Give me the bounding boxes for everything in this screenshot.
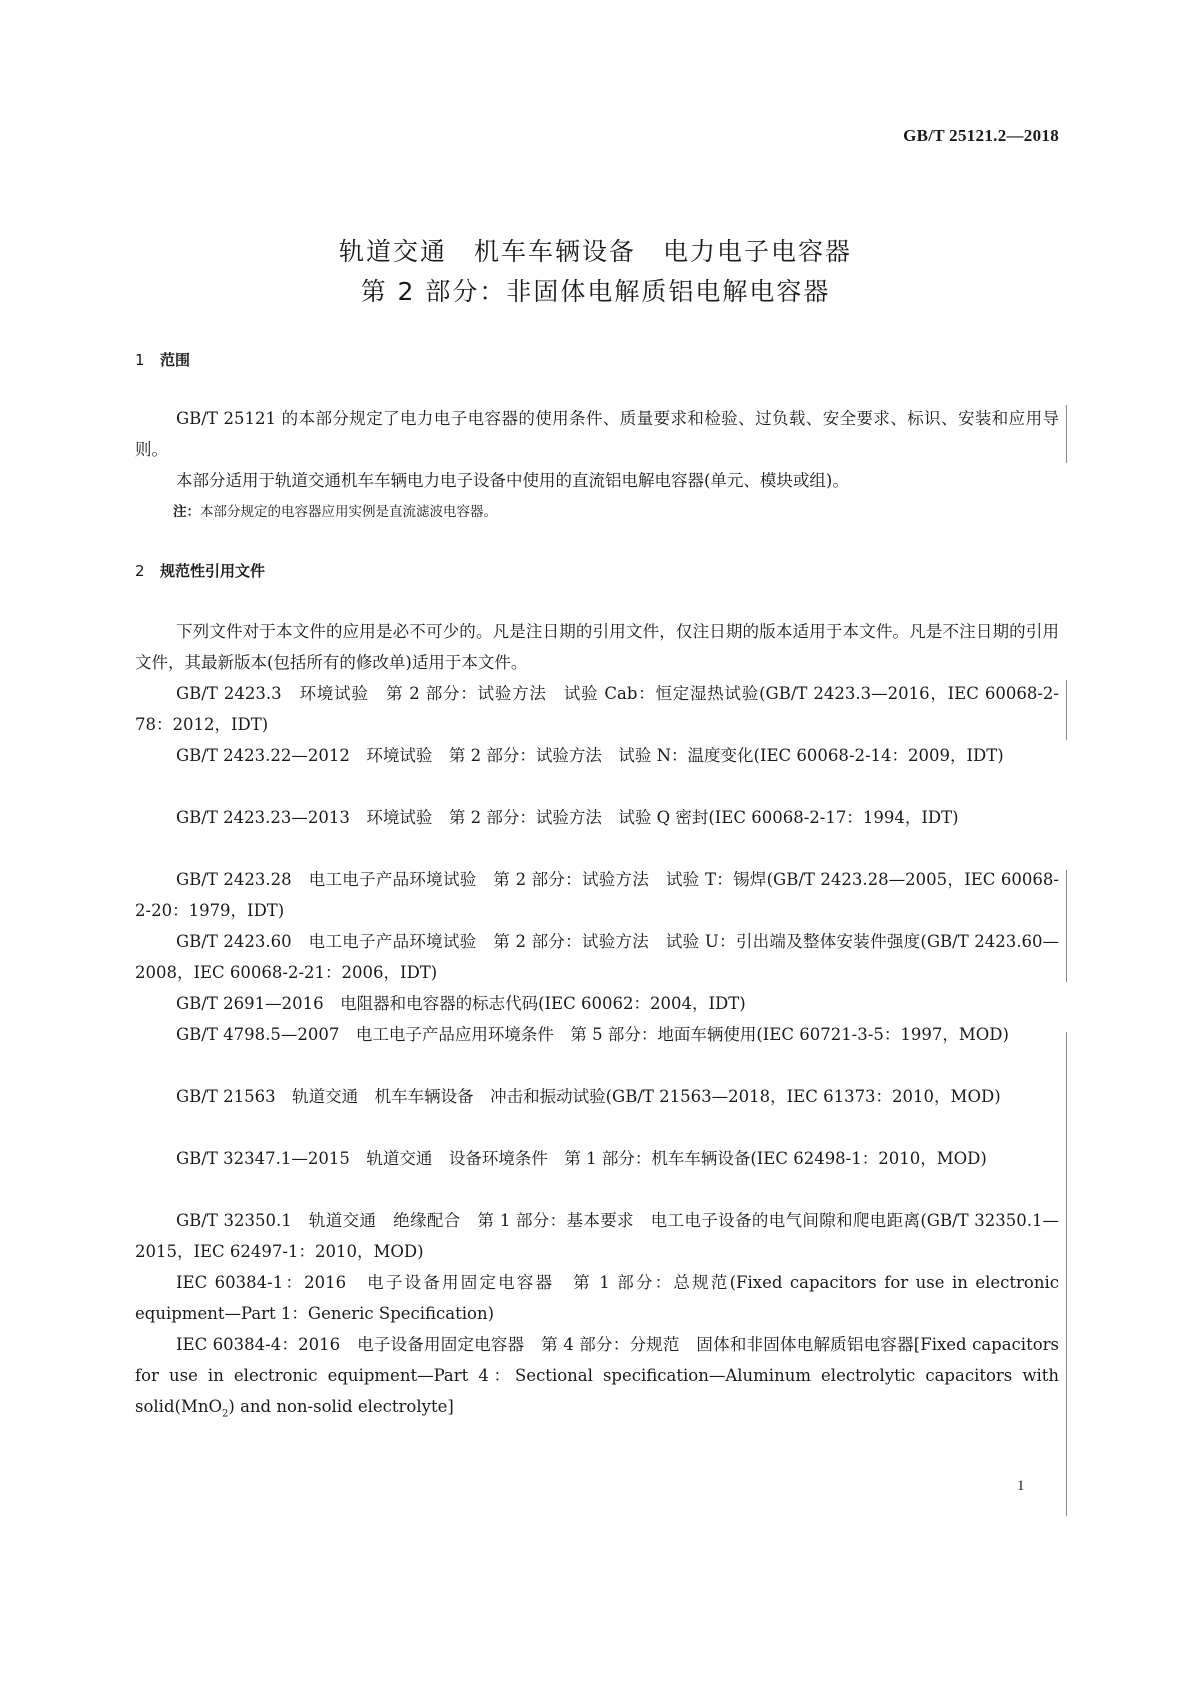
reference-item: GB/T 2423.3 环境试验 第 2 部分：试验方法 试验 Cab：恒定湿热试验(GB/T 2423.3—2016，IEC 60068-2-78：2012，IDT) bbox=[135, 684, 1059, 734]
reference-item: GB/T 32350.1 轨道交通 绝缘配合 第 1 部分：基本要求 电工电子设备的电气间隙和爬电距离(GB/T 32350.1—2015，IEC 62497-1：2010，MOD) bbox=[135, 1211, 1059, 1261]
reference-item: GB/T 2423.22—2012 环境试验 第 2 部分：试验方法 试验 N：温度变化(IEC 60068-2-14：2009，IDT) bbox=[176, 746, 1004, 765]
scope-paragraph-2: 本部分适用于轨道交通机车车辆电力电子设备中使用的直流铝电解电容器(单元、模块或组)。 bbox=[176, 471, 849, 490]
reference-item: GB/T 32347.1—2015 轨道交通 设备环境条件 第 1 部分：机车车辆设备(IEC 62498-1：2010，MOD) bbox=[176, 1149, 987, 1168]
section-number: 1 bbox=[135, 351, 145, 369]
note-label: 注： bbox=[173, 504, 200, 520]
references-intro: 下列文件对于本文件的应用是必不可少的。凡是注日期的引用文件，仅注日期的版本适用于本文件。凡是不注日期的引用文件，其最新版本(包括所有的修改单)适用于本文件。 bbox=[135, 622, 1059, 672]
revision-bar bbox=[1066, 680, 1067, 740]
document-title-line1: 轨道交通 机车车辆设备 电力电子电容器 bbox=[338, 237, 852, 266]
reference-item: GB/T 2691—2016 电阻器和电容器的标志代码(IEC 60062：2004，IDT) bbox=[176, 994, 746, 1013]
document-title-line2: 第 2 部分：非固体电解质铝电解电容器 bbox=[360, 277, 831, 306]
revision-bar bbox=[1066, 405, 1067, 463]
page-number: 1 bbox=[1017, 1478, 1025, 1494]
revision-bar bbox=[1066, 870, 1067, 982]
reference-item-last: IEC 60384-4：2016 电子设备用固定电容器 第 4 部分：分规范 固体和非固体电解质铝电容器[Fixed capacitors for use in electronic equipment—Part 4：Sectional specification—Aluminum electrolytic capacitors with solid(MnO$_2$) and non-solid electrolyte] bbox=[135, 1335, 1059, 1420]
scope-paragraph-1: GB/T 25121 的本部分规定了电力电子电容器的使用条件、质量要求和检验、过负载、安全要求、标识、安装和应用导则。 bbox=[135, 409, 1059, 459]
reference-item: GB/T 2423.28 电工电子产品环境试验 第 2 部分：试验方法 试验 T：锡焊(GB/T 2423.28—2005，IEC 60068-2-20：1979，IDT) bbox=[135, 870, 1059, 920]
revision-bar bbox=[1066, 1032, 1067, 1516]
reference-item: GB/T 2423.23—2013 环境试验 第 2 部分：试验方法 试验 Q 密封(IEC 60068-2-17：1994，IDT) bbox=[176, 808, 959, 827]
reference-item: IEC 60384-1：2016 电子设备用固定电容器 第 1 部分：总规范(Fixed capacitors for use in electronic equipment—Part 1：Generic Specification) bbox=[135, 1273, 1059, 1323]
section-1-heading bbox=[135, 349, 190, 370]
scope-note bbox=[173, 500, 497, 520]
section-number: 2 bbox=[135, 562, 145, 580]
note-text: 本部分规定的电容器应用实例是直流滤波电容器。 bbox=[200, 504, 497, 520]
section-2-heading bbox=[135, 560, 265, 581]
section-title: 规范性引用文件 bbox=[160, 562, 266, 580]
section-title: 范围 bbox=[160, 351, 191, 369]
reference-item: GB/T 21563 轨道交通 机车车辆设备 冲击和振动试验(GB/T 21563—2018，IEC 61373：2010，MOD) bbox=[176, 1087, 1001, 1106]
reference-item: GB/T 4798.5—2007 电工电子产品应用环境条件 第 5 部分：地面车辆使用(IEC 60721-3-5：1997，MOD) bbox=[176, 1025, 1009, 1044]
standard-code: GB/T 25121.2—2018 bbox=[903, 126, 1059, 145]
reference-item: GB/T 2423.60 电工电子产品环境试验 第 2 部分：试验方法 试验 U：引出端及整体安装件强度(GB/T 2423.60—2008，IEC 60068-2-21：2006，IDT) bbox=[135, 932, 1059, 982]
